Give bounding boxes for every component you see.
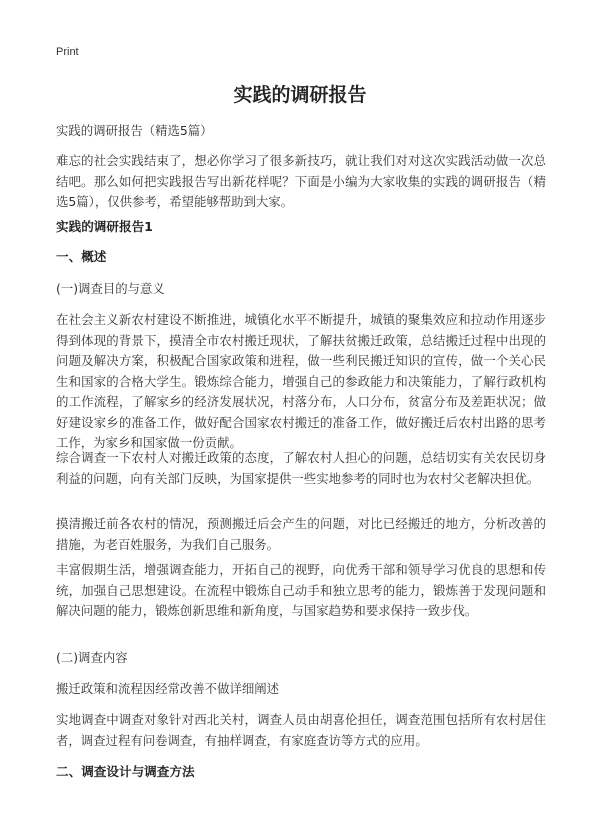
intro-paragraph: 难忘的社会实践结束了，想必你学习了很多新技巧，就让我们对对这次实践活动做一次总结吧。那么如何把实践报告写出新花样呢？下面是小编为大家收集的实践的调研报告（精选5篇），仅供参考，希望能够帮助到大家。: [56, 153, 546, 209]
print-label[interactable]: Print: [56, 46, 79, 58]
purpose-paragraph-1: 在社会主义新农村建设不断推进，城镇化水平不断提升，城镇的聚集效应和拉动作用逐步得到体现的背景下，摸清全市农村搬迁现状，了解扶贫搬迁政策，总结搬迁过程中出现的问题及解决方案，积极配合国家政策和进程，做一些利民搬迁知识的宣传，做一个关心民生和国家的合格大学生。锻炼综合能力，增强自己的参政能力和决策能力，了解行政机构的工作流程，了解家乡的经济发展状况，村落分布，人口分布，贫富分布及差距状况；做好建设家乡的准备工作，做好配合国家农村搬迁的准备工作，做好搬迁后农村出路的思考工作，为家乡和国家做一份贡献。: [56, 312, 546, 450]
purpose-paragraph-3: 摸清搬迁前各农村的情况，预测搬迁后会产生的问题，对比已经搬迁的地方，分析改善的措施，为老百姓服务，为我们自己服务。: [56, 516, 546, 552]
content-paragraph-1: 搬迁政策和流程因经常改善不做详细阐述: [56, 681, 280, 696]
document-subtitle: 实践的调研报告（精选5篇）: [56, 123, 213, 138]
purpose-paragraph-4: 丰富假期生活，增强调查能力，开拓自己的视野，向优秀干部和领导学习优良的思想和传统，加强自己思想建设。在流程中锻炼自己动手和独立思考的能力，锻炼善于发现问题和解决问题的能力，锻炼创新思维和新角度，与国家趋势和要求保持一致步伐。: [56, 562, 546, 618]
report-heading: 实践的调研报告1: [56, 219, 153, 234]
section-heading-design: 二、调查设计与调查方法: [56, 764, 195, 779]
subsection-heading-content: (二)调查内容: [56, 650, 128, 665]
purpose-paragraph-2: 综合调查一下农村人对搬迁政策的态度，了解农村人担心的问题，总结切实有关农民切身利益的问题，向有关部门反映，为国家提供一些实地参考的同时也为农村父老解决担优。: [56, 450, 546, 486]
document-title: 实践的调研报告: [233, 84, 367, 106]
subsection-heading-purpose: (一)调查目的与意义: [56, 281, 165, 296]
content-paragraph-2: 实地调查中调查对象针对西北关村，调查人员由胡喜伦担任，调查范围包括所有农村居住者，调查过程有问卷调查，有抽样调查，有家庭查访等方式的应用。: [56, 712, 546, 748]
section-heading-overview: 一、概述: [56, 249, 107, 264]
